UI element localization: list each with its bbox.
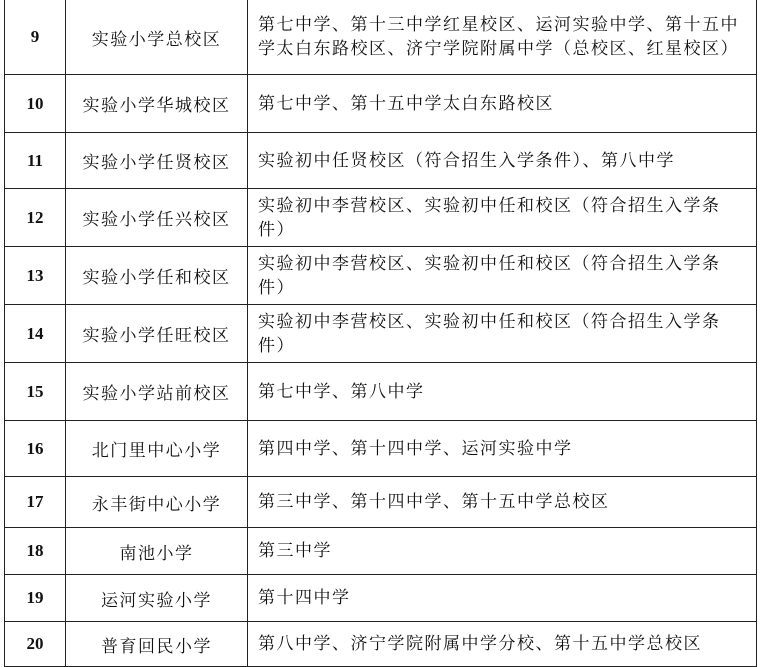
assigned-middle-schools: 第四中学、第十四中学、运河实验中学 (248, 421, 757, 477)
primary-school-name: 实验小学总校区 (66, 0, 248, 75)
row-number: 17 (5, 477, 66, 528)
table-row (5, 363, 757, 421)
primary-school-name: 实验小学任贤校区 (66, 133, 248, 189)
assigned-middle-schools: 实验初中李营校区、实验初中任和校区（符合招生入学条件） (248, 189, 757, 247)
table-row (5, 575, 757, 622)
assigned-middle-schools: 第八中学、济宁学院附属中学分校、第十五中学总校区 (248, 622, 757, 667)
primary-school-name: 普育回民小学 (66, 622, 248, 667)
primary-school-name: 永丰街中心小学 (66, 477, 248, 528)
table-row (5, 528, 757, 575)
assigned-middle-schools: 第三中学 (248, 528, 757, 575)
row-number: 14 (5, 305, 66, 363)
table-row (5, 421, 757, 477)
assigned-middle-schools: 实验初中李营校区、实验初中任和校区（符合招生入学条件） (248, 305, 757, 363)
assigned-middle-schools: 第三中学、第十四中学、第十五中学总校区 (248, 477, 757, 528)
primary-school-name: 实验小学华城校区 (66, 75, 248, 133)
table-row (5, 133, 757, 189)
primary-school-name: 运河实验小学 (66, 575, 248, 622)
row-number: 18 (5, 528, 66, 575)
primary-school-name: 北门里中心小学 (66, 421, 248, 477)
row-number: 13 (5, 247, 66, 305)
row-number: 12 (5, 189, 66, 247)
primary-school-name: 实验小学站前校区 (66, 363, 248, 421)
assigned-middle-schools: 第七中学、第十三中学红星校区、运河实验中学、第十五中学太白东路校区、济宁学院附属中学（总校区、红星校区） (248, 0, 757, 75)
row-number: 20 (5, 622, 66, 667)
table-row (5, 305, 757, 363)
table-row (5, 477, 757, 528)
table-row (5, 0, 757, 75)
primary-school-name: 南池小学 (66, 528, 248, 575)
assigned-middle-schools: 实验初中任贤校区（符合招生入学条件）、第八中学 (248, 133, 757, 189)
table-row (5, 622, 757, 667)
table-row (5, 75, 757, 133)
assigned-middle-schools: 实验初中李营校区、实验初中任和校区（符合招生入学条件） (248, 247, 757, 305)
row-number: 9 (5, 0, 66, 75)
table-row (5, 189, 757, 247)
row-number: 10 (5, 75, 66, 133)
assigned-middle-schools: 第十四中学 (248, 575, 757, 622)
primary-school-name: 实验小学任和校区 (66, 247, 248, 305)
assigned-middle-schools: 第七中学、第十五中学太白东路校区 (248, 75, 757, 133)
row-number: 19 (5, 575, 66, 622)
primary-school-name: 实验小学任旺校区 (66, 305, 248, 363)
assigned-middle-schools: 第七中学、第八中学 (248, 363, 757, 421)
primary-school-name: 实验小学任兴校区 (66, 189, 248, 247)
row-number: 15 (5, 363, 66, 421)
table-row (5, 247, 757, 305)
row-number: 16 (5, 421, 66, 477)
school-assignment-table (4, 0, 757, 667)
row-number: 11 (5, 133, 66, 189)
